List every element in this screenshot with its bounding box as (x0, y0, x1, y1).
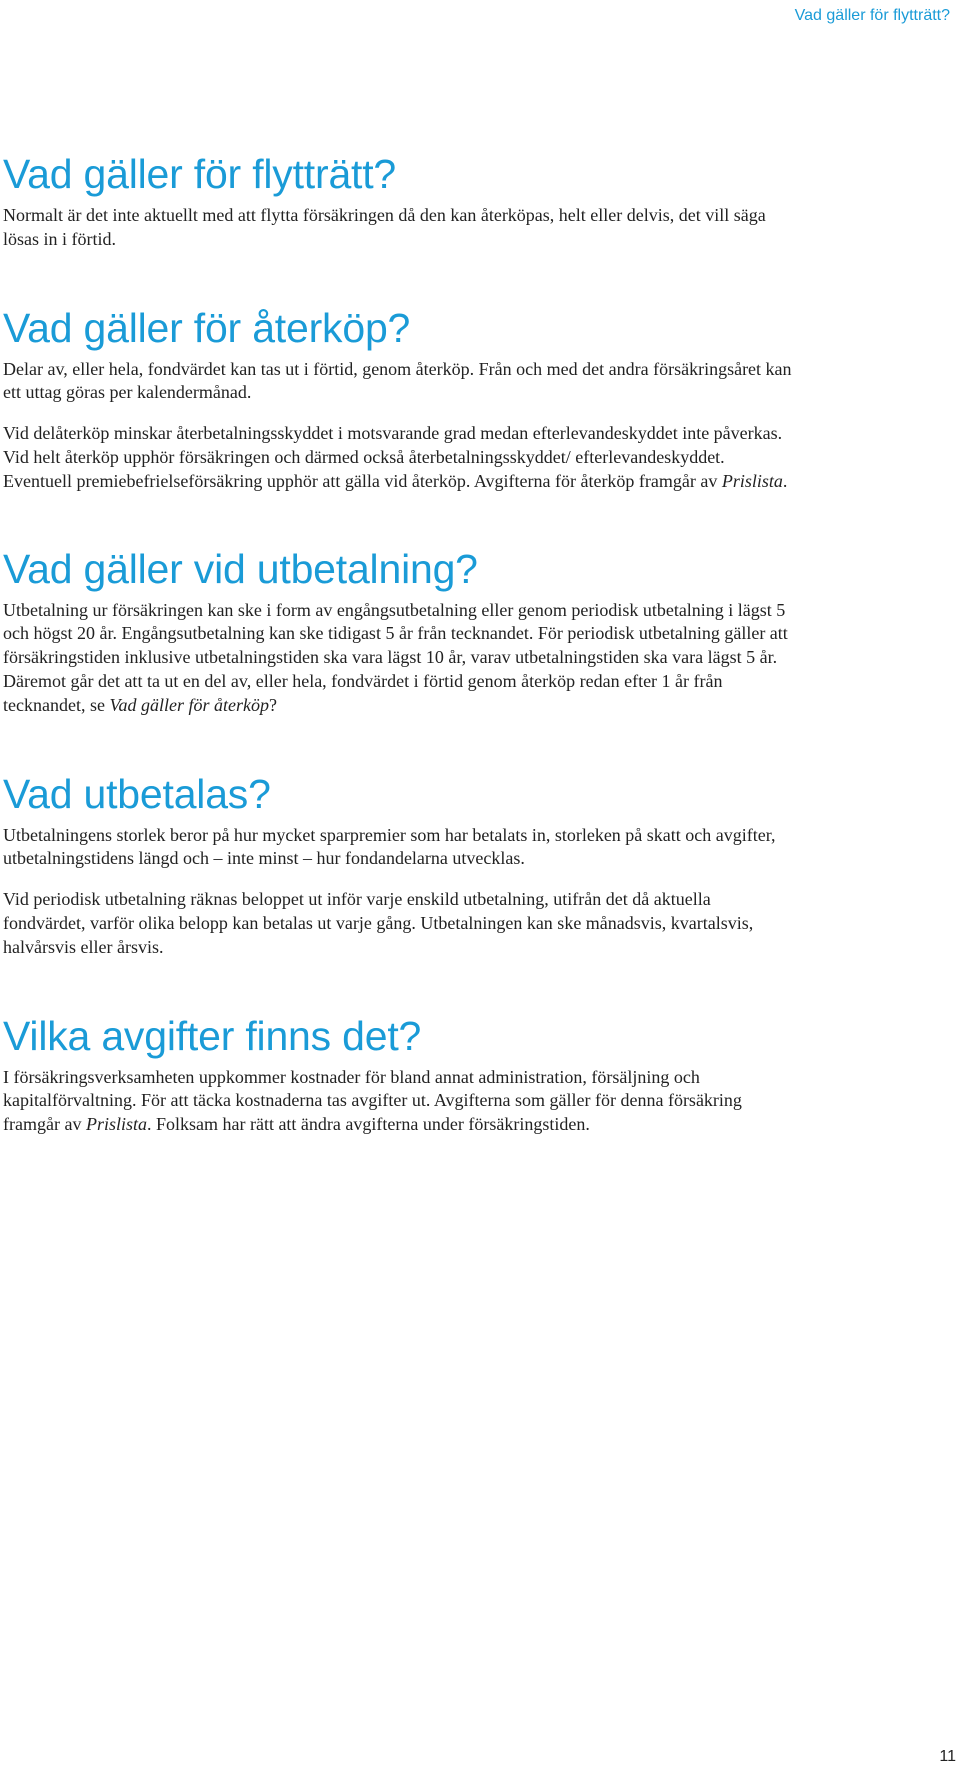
section-avgifter (3, 1012, 793, 1137)
paragraph: Delar av, eller hela, fondvärdet kan tas ut i förtid, genom återköp. Från och med det andra försäkringsåret kan ett uttag göras per kalendermånad. (3, 358, 792, 403)
paragraph (3, 422, 793, 493)
page-number: 11 (939, 1748, 956, 1766)
section-utbetalning (3, 545, 793, 718)
section-aterkop (3, 304, 793, 494)
section-reference: Vad gäller för återköp (109, 694, 269, 715)
paragraph-text: Utbetalning ur försäkringen kan ske i form av engångsutbetalning eller genom periodisk utbetalning i lägst 5 och högst 20 år. Engångsutbetalning kan ske tidigast 5 år från tecknandet. För periodisk utbetalning gäller att försäkringstiden inklusive utbetalningstiden ska vara lägst 10 år, varav utbetalningstiden ska vara lägst 5 år. Däremot går det att ta ut en del av, eller hela, fondvärdet i förtid genom återköp redan efter 1 år från tecknandet, se (3, 599, 788, 715)
paragraph: Vid periodisk utbetalning räknas beloppet ut inför varje enskild utbetalning, utifrån det då aktuella fondvärdet, varför olika belopp kan betalas ut varje gång. Utbetalningen kan ske månadsvis, kvartalsvis, halvårsvis eller årsvis. (3, 889, 754, 957)
paragraph-text: . Folksam har rätt att ändra avgifterna under försäkringstiden. (146, 1114, 590, 1135)
document-reference: Prislista (721, 470, 783, 491)
section-heading: Vad gäller för återköp? (3, 304, 411, 351)
paragraph-text: ? (268, 694, 277, 715)
section-heading: Vad gäller för flytträtt? (3, 151, 397, 197)
paragraph-text: Vid delåterköp minskar återbetalningsskyddet i motsvarande grad medan efterlevandeskyddet inte påverkas. Vid helt återköp upphör försäkringen och därmed också återbetalningsskyddet/ efterlevandeskyddet. Eventuell premiebefrielseförsäkring upphör att gälla vid återköp. Avgifterna för återköp framgår av (3, 423, 783, 491)
section-flyttratt (3, 150, 793, 252)
page-content (3, 150, 793, 1137)
section-heading: Vad utbetalas? (3, 770, 271, 817)
section-vad-utbetalas (3, 770, 793, 960)
paragraph (3, 599, 793, 718)
section-heading: Vilka avgifter finns det? (3, 1012, 422, 1059)
paragraph-text: I försäkringsverksamheten uppkommer kostnader för bland annat administration, försäljning och kapitalförvaltning. För att täcka kostnaderna tas avgifter ut. Avgifterna som gäller för denna försäkring framgår av (3, 1066, 742, 1135)
running-header: Vad gäller för flytträtt? (794, 7, 950, 24)
paragraph: Normalt är det inte aktuellt med att flytta försäkringen då den kan återköpas, helt eller delvis, det vill säga lösas in i förtid. (3, 205, 766, 249)
paragraph: Utbetalningens storlek beror på hur mycket sparpremier som har betalats in, storleken på skatt och avgifter, utbetalningstidens längd och – inte minst – hur fondandelarna utvecklas. (3, 824, 776, 869)
paragraph-text: . (782, 470, 788, 491)
document-reference: Prislista (85, 1114, 147, 1135)
section-heading: Vad gäller vid utbetalning? (3, 545, 478, 592)
paragraph (3, 1066, 793, 1137)
